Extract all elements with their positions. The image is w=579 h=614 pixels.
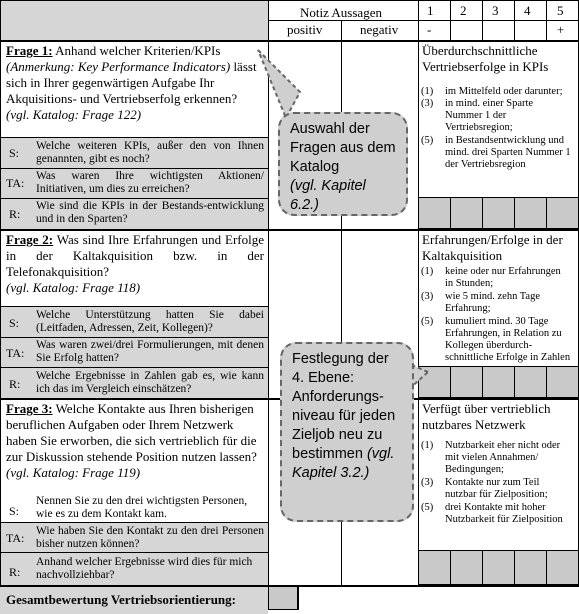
- question-1-label: Frage 1:: [6, 43, 53, 58]
- question-1-text: Anhand welcher Kriterien/KPIs: [52, 43, 221, 58]
- sub-code-r-1: R:: [9, 207, 21, 221]
- criterion-title-1: Überdurchschnittliche Vertriebserfolge in KPIs: [422, 43, 549, 74]
- total-score-label: Gesamtbewertung Vertriebsorientierung:: [6, 592, 236, 607]
- sub-question-s-1: Welche weiteren KPIs, außer den von Ihnen genannten, gibt es noch?: [36, 140, 264, 165]
- option-text-1-1: im Mittelfeld oder darunter;: [445, 86, 563, 97]
- sub-question-ta-3: Wie haben Sie den Kontakt zu den drei Personen bisher nutzen können?: [36, 525, 264, 550]
- option-text-3-3: drei Kontakte mit hoher Nutzbarkeit für Zielposition: [445, 502, 563, 525]
- question-2-text: Was sind Ihre Erfahrungen und Erfolge in der Kaltakquisition bzw. in der Telefonakquisition?: [6, 232, 264, 279]
- option-num-3-1: (1): [421, 440, 434, 451]
- question-2-label: Frage 2:: [6, 232, 54, 247]
- scale-label-3: 3: [492, 3, 499, 18]
- header-positiv-label: positiv: [287, 22, 323, 37]
- callout-1-ref: (vgl. Kapitel 6.2.): [290, 178, 366, 213]
- callout-1-text: Auswahl der Fragen aus dem Katalog: [290, 121, 396, 175]
- scale-label-2: 2: [460, 3, 467, 18]
- option-num-2-1: (1): [421, 266, 434, 277]
- question-1-rest: lässt sich in Ihrer gegenwärtigen Aufgabe Ihr Akquisitions- und Vertriebserfolg erkennen?: [6, 59, 257, 106]
- callout-bubble-1: [278, 112, 408, 216]
- option-text-2-2: wie 5 mind. zehn Tage Erfahrung;: [445, 291, 541, 314]
- option-text-2-1: keine oder nur Erfahrungen in Stunden;: [445, 266, 561, 289]
- sub-question-ta-2: Was waren zwei/drei Formulierungen, mit denen Sie Erfolg hatten?: [36, 339, 264, 364]
- sub-code-r-2: R:: [9, 377, 21, 391]
- callout-bubble-2: [280, 342, 414, 522]
- sub-code-s-2: S:: [9, 316, 20, 330]
- sub-question-ta-1: Was waren Ihre wichtigsten Aktionen/ Initiativen, um dies zu erreichen?: [36, 170, 264, 195]
- criterion-title-3: Verfügt über vertrieblich nutzbares Netzwerk: [422, 401, 551, 432]
- option-num-1-2: (3): [421, 98, 434, 109]
- option-num-3-2: (3): [421, 477, 434, 488]
- callout-2-ref: (vgl. Kapitel 3.2.): [292, 446, 395, 481]
- sub-question-s-3: Nennen Sie zu den drei wichtigsten Personen, wie es zu dem Kontakt kam.: [36, 495, 248, 520]
- option-num-3-3: (5): [421, 502, 434, 513]
- scale-label-1: 1: [427, 3, 434, 18]
- sub-code-s-3: S:: [9, 504, 20, 518]
- question-1-ref: (vgl. Katalog: Frage 122): [6, 107, 142, 122]
- option-text-3-2: Kontakte nur zum Teil nutzbar für Zielposition;: [445, 477, 548, 500]
- question-3-label: Frage 3:: [6, 401, 53, 416]
- header-notiz-label: Notiz Aussagen: [300, 5, 382, 20]
- scale-label-4: 4: [524, 3, 531, 18]
- sub-code-r-3: R:: [9, 565, 21, 579]
- option-num-1-1: (1): [421, 86, 434, 97]
- scale-minus: -: [427, 22, 432, 37]
- sub-question-r-3: Anhand welcher Ergebnisse wird dies für mich nachvollziehbar?: [36, 556, 253, 581]
- option-num-2-3: (5): [421, 316, 434, 327]
- question-3-ref: (vgl. Katalog: Frage 119): [6, 465, 141, 480]
- sub-question-r-1: Wie sind die KPIs in der Bestands-entwicklung und in den Sparten?: [36, 200, 264, 225]
- option-num-2-2: (3): [421, 291, 434, 302]
- question-3-text: Welche Kontakte aus Ihren bisherigen beruflichen Aufgaben oder Ihrem Netzwerk haben Sie erworben, die sich vertrieblich für die zur Diskussion stehende Position nutzen lassen?: [6, 401, 257, 464]
- question-2-ref: (vgl. Katalog: Frage 118): [6, 280, 141, 295]
- option-text-1-3: in Bestandsentwicklung und mind. drei Sparten Nummer 1 der Vertriebsregion: [445, 135, 571, 170]
- sub-question-s-2: Welche Unterstützung hatten Sie dabei (Leitfaden, Adressen, Zeit, Kollegen)?: [36, 309, 264, 334]
- header-negativ-label: negativ: [360, 22, 399, 37]
- scale-label-5: 5: [557, 3, 564, 18]
- question-1-note: (Anmerkung: Key Performance Indicators): [6, 59, 231, 74]
- sub-code-ta-3: TA:: [6, 531, 25, 545]
- sub-question-r-2: Welche Ergebnisse in Zahlen gab es, wie kann ich das im Vergleich einschätzen?: [36, 370, 264, 395]
- option-text-3-1: Nutzbarkeit eher nicht oder mit vielen Annahmen/ Bedingungen;: [445, 440, 561, 475]
- option-text-1-2: in mind. einer Sparte Nummer 1 der Vertriebsregion;: [445, 98, 534, 133]
- scale-plus: +: [557, 22, 565, 37]
- option-text-2-3: kumuliert mind. 30 Tage Erfahrungen, in Relation zu Kollegen überdurch-schnittliche Erfolge in Zahlen: [445, 316, 571, 363]
- callout-tail-1: [258, 50, 300, 118]
- option-num-1-3: (5): [421, 135, 434, 146]
- sub-code-ta-2: TA:: [6, 346, 25, 360]
- sub-code-ta-1: TA:: [6, 176, 25, 190]
- criterion-title-2: Erfahrungen/Erfolge in der Kaltakquisition: [422, 232, 563, 263]
- sub-code-s-1: S:: [9, 146, 20, 160]
- callout-2-text: Festlegung der 4. Ebene: Anforderungs-niveau für jeden Zieljob neu zu bestimmen: [292, 351, 396, 462]
